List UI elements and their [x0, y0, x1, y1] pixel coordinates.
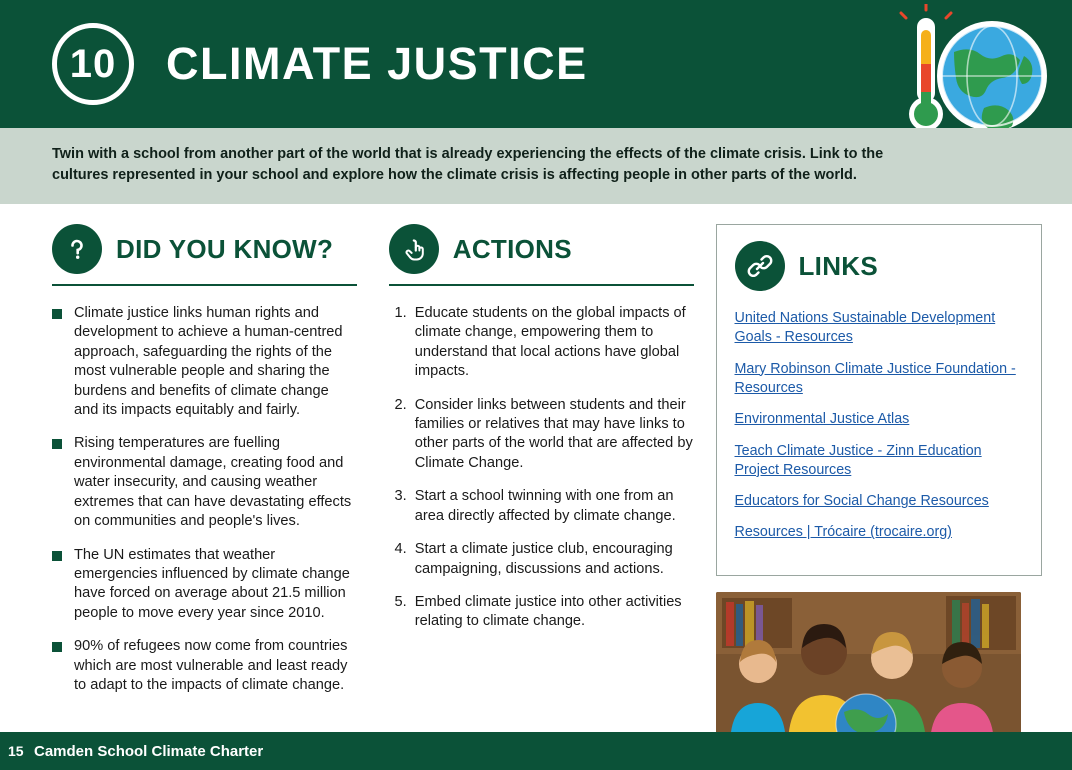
list-item [735, 523, 1024, 542]
list-item [735, 360, 1024, 399]
footer-title: Camden School Climate Charter [34, 742, 264, 760]
list-item: 2. Consider links between students and their families or relatives that may have links to other parts of the world that are affected by Climate Change. [411, 396, 694, 474]
link-item[interactable]: Environmental Justice Atlas [734, 411, 910, 428]
links-section [706, 224, 1043, 739]
links-list [735, 309, 1024, 543]
page-header [0, 0, 1072, 128]
links-panel [716, 224, 1043, 576]
page-title: CLIMATE JUSTICE [166, 38, 588, 89]
subtitle-text: Twin with a school from another part of the world that is already experiencing the effects of the climate crisis. Link to the cultures represented in your school and explore how the climate crisis is affecting people in other parts of the world. [52, 146, 884, 184]
link-item[interactable]: Educators for Social Change Resources [734, 493, 989, 510]
link-item[interactable]: Mary Robinson Climate Justice Foundation - Resources [734, 360, 1016, 396]
list-item: The UN estimates that weather emergencies influenced by climate change have forced on average about 21.5 million people to move every year since 2010. [52, 546, 357, 624]
did-you-know-list [52, 304, 357, 695]
actions-title: ACTIONS [452, 233, 572, 264]
link-item[interactable]: Resources | Trócaire (trocaire.org) [734, 524, 952, 541]
list-item: 3. Start a school twinning with one from an area directly affected by climate change. [411, 487, 694, 526]
photo-illustration [716, 592, 1021, 747]
globe-thermometer-icon [884, 4, 1054, 128]
did-you-know-section [30, 224, 379, 739]
list-item [735, 492, 1024, 511]
question-mark-icon [52, 224, 102, 274]
did-you-know-title: DID YOU KNOW? [116, 233, 334, 264]
list-item: 4. Start a climate justice club, encouraging campaigning, discussions and actions. [411, 540, 694, 579]
list-item: 1. Educate students on the global impacts of climate change, empowering them to understand that local actions have global impacts. [411, 304, 694, 382]
link-item[interactable]: Teach Climate Justice - Zinn Education Project Resources [734, 442, 982, 478]
subtitle-band [0, 128, 1072, 204]
list-item: 90% of refugees now come from countries which are most vulnerable and least ready to adapt to the impacts of climate change. [52, 637, 357, 695]
list-item [735, 442, 1024, 481]
links-title: LINKS [798, 250, 878, 281]
list-item: 5. Embed climate justice into other activities relating to climate change. [411, 593, 694, 632]
list-item [735, 410, 1024, 429]
hand-pointer-icon [389, 224, 439, 274]
list-item: Climate justice links human rights and development to achieve a human-centred approach, safeguarding the rights of the most vulnerable people and sharing the burdens and benefits of climate change and its impacts equitably and fairly. [52, 304, 357, 420]
page-footer [0, 732, 1072, 770]
list-item: Rising temperatures are fuelling environmental damage, creating food and water insecurity, and causing weather extremes that can have devastating effects on communities and people's lives. [52, 434, 357, 531]
actions-list [389, 304, 694, 632]
chain-link-icon [735, 241, 785, 291]
did-you-know-header [52, 224, 357, 286]
page-number: 15 [8, 743, 24, 759]
children-with-globe-photo [716, 592, 1021, 747]
list-item [735, 309, 1024, 348]
main-content [0, 204, 1072, 739]
goal-number-badge: 10 [52, 23, 134, 105]
links-header [735, 241, 1024, 291]
actions-section [379, 224, 706, 739]
actions-header [389, 224, 694, 286]
link-item[interactable]: United Nations Sustainable Development Goals - Resources [734, 310, 996, 346]
